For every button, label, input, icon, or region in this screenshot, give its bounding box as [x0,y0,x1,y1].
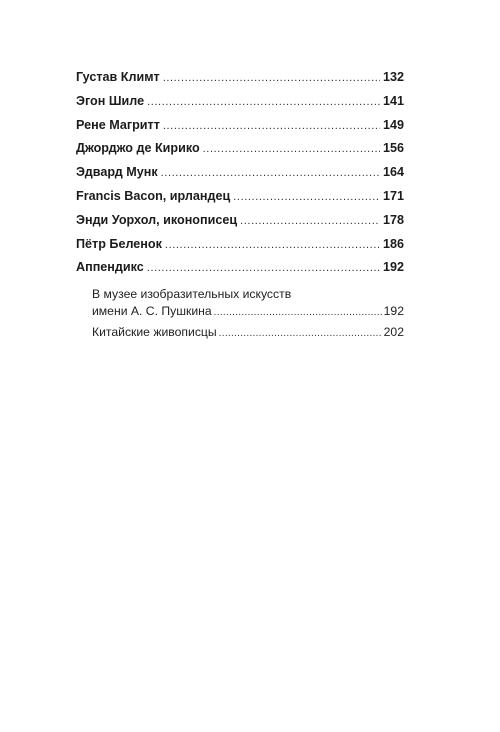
dot-leader [203,138,380,162]
table-of-contents [76,66,404,345]
dot-leader [240,210,380,234]
dot-leader [163,67,380,91]
toc-entry-page: 178 [382,212,404,227]
toc-entry[interactable] [76,137,404,161]
toc-sub-entry-title: Китайские живописцы [92,325,217,340]
toc-entry-page: 171 [382,188,404,203]
toc-entry[interactable] [76,161,404,185]
toc-entry-title: Пётр Беленок [76,236,162,251]
toc-entry[interactable] [76,90,404,114]
dot-leader [219,325,382,342]
toc-sub-entry[interactable] [92,324,404,342]
dot-leader [233,186,380,210]
toc-entry[interactable] [76,66,404,90]
toc-entry-page: 141 [382,93,404,108]
dot-leader [161,162,380,186]
dot-leader [163,115,380,139]
toc-entry[interactable] [76,185,404,209]
toc-entry-page: 149 [382,117,404,132]
toc-subsection-list [92,286,404,342]
toc-sub-entry-page: 192 [383,304,404,319]
toc-entry-page: 192 [382,260,404,275]
toc-entry-title: Аппендикс [76,260,144,275]
toc-entry[interactable] [76,209,404,233]
toc-entry-title: Эгон Шиле [76,93,145,108]
toc-sub-entry[interactable] [92,286,404,321]
toc-entry-title: Эдвард Мунк [76,165,158,180]
toc-entry-page: 164 [382,165,404,180]
toc-entry-title: Джорджо де Кирико [76,141,200,156]
toc-sub-entry-title: имени А. С. Пушкина [92,304,212,319]
toc-entry-title: Густав Климт [76,70,160,84]
toc-entry[interactable] [76,256,404,280]
dot-leader [147,257,380,281]
toc-entry-page: 132 [382,70,404,84]
toc-entry[interactable] [76,114,404,138]
toc-entry-title: Энди Уорхол, иконописец [76,212,238,227]
toc-entry-page: 156 [382,141,404,156]
toc-entry-title: Francis Bacon, ирландец [76,188,231,203]
toc-entry-page: 186 [382,236,404,251]
dot-leader [147,91,380,115]
dot-leader [165,234,380,258]
toc-sub-entry-title-line1: В музее изобразительных искусств [92,287,292,302]
toc-entry-title: Рене Магритт [76,117,160,132]
toc-entry[interactable] [76,233,404,257]
toc-sub-entry-page: 202 [383,325,404,340]
dot-leader [214,304,382,321]
